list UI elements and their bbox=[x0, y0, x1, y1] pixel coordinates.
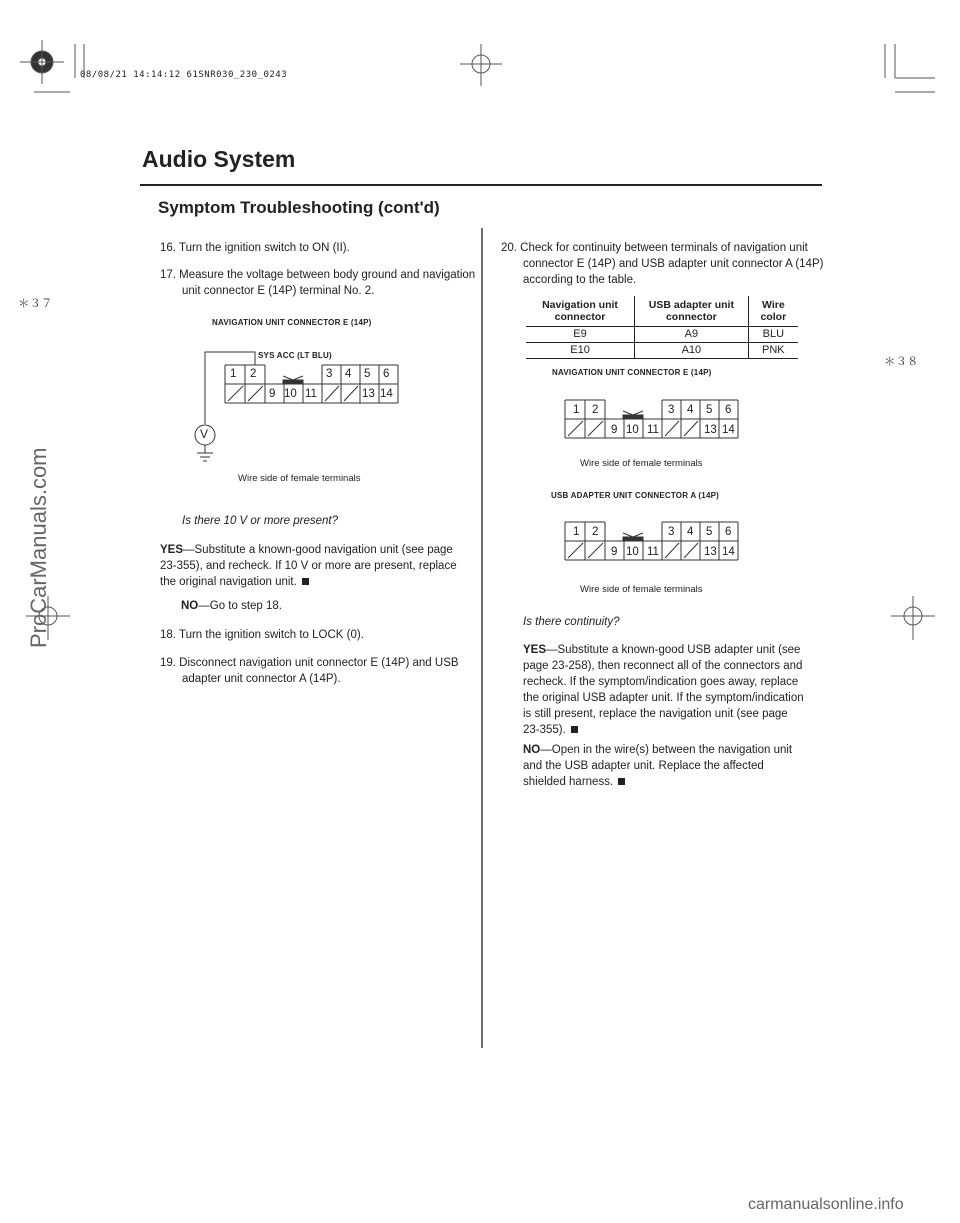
pin-label: 6 bbox=[725, 526, 732, 538]
yes-label: YES bbox=[160, 544, 184, 556]
footer-watermark: carmanualsonline.info bbox=[748, 1196, 904, 1213]
table-cell: E10 bbox=[526, 343, 635, 359]
pin-label: 6 bbox=[725, 404, 732, 416]
table-cell: PNK bbox=[748, 343, 798, 359]
pin-label: 14 bbox=[380, 388, 393, 400]
step-18: 18. Turn the ignition switch to LOCK (0). bbox=[160, 629, 364, 641]
pin-label: 1 bbox=[573, 526, 580, 538]
no-label: NO bbox=[523, 744, 541, 756]
pin-label: 2 bbox=[592, 526, 599, 538]
table-cell: A10 bbox=[635, 343, 749, 359]
pin-label: 13 bbox=[362, 388, 375, 400]
table-header: USB adapter unit connector bbox=[635, 296, 749, 327]
no-text: Go to step 18. bbox=[209, 600, 282, 612]
no-result: NO—Go to step 18. bbox=[181, 600, 282, 612]
pin-label: 5 bbox=[706, 404, 713, 416]
pin-label: 14 bbox=[722, 546, 735, 558]
table-row bbox=[526, 327, 798, 343]
pin-label: 10 bbox=[626, 546, 639, 558]
step-17: 17. Measure the voltage between body ground and navigation unit connector E (14P) terminal No. 2. bbox=[160, 269, 476, 297]
pin-label: 2 bbox=[592, 404, 599, 416]
pin-label: 3 bbox=[326, 368, 333, 380]
right-page-marker: ＊３８ bbox=[884, 356, 919, 368]
no-text: Open in the wire(s) between the navigation unit and the USB adapter unit. Replace the affected shielded harness. bbox=[523, 744, 793, 788]
yes-text: Substitute a known-good USB adapter unit (see page 23-258), then reconnect all of the connectors and recheck. If the symptom/indication goes away, replace the original USB adapter unit. If the symptom/indication is still present, replace the navigation unit (see page 23-355). bbox=[523, 644, 804, 736]
table-cell: BLU bbox=[748, 327, 798, 343]
pin-label: 10 bbox=[284, 388, 297, 400]
figure-caption: Wire side of female terminals bbox=[238, 473, 361, 484]
question: Is there continuity? bbox=[523, 616, 620, 628]
pin-label: 3 bbox=[668, 526, 675, 538]
pin-label: 9 bbox=[269, 388, 276, 400]
table-row bbox=[526, 343, 798, 359]
pin-label: 10 bbox=[626, 424, 639, 436]
pin-label: 14 bbox=[722, 424, 735, 436]
yes-label: YES bbox=[523, 644, 547, 656]
pin-label: 5 bbox=[364, 368, 371, 380]
figure-title: NAVIGATION UNIT CONNECTOR E (14P) bbox=[552, 368, 712, 377]
table-cell: A9 bbox=[635, 327, 749, 343]
figure-title: USB ADAPTER UNIT CONNECTOR A (14P) bbox=[551, 491, 719, 500]
pin-label: 1 bbox=[230, 368, 237, 380]
step-16: 16. Turn the ignition switch to ON (II). bbox=[160, 242, 350, 254]
pin-label: 11 bbox=[305, 388, 317, 400]
pin-label: 3 bbox=[668, 404, 675, 416]
yes-text: Substitute a known-good navigation unit (see page 23-355), and recheck. If 10 V or more are present, replace the original navigation unit. bbox=[160, 544, 457, 588]
usb-connector-diagram bbox=[530, 497, 750, 567]
wire-label: SYS ACC (LT BLU) bbox=[258, 351, 332, 360]
wire-color-table bbox=[526, 296, 798, 359]
pin-label: 11 bbox=[647, 424, 659, 436]
pin-label: 5 bbox=[706, 526, 713, 538]
page-subtitle: Symptom Troubleshooting (cont'd) bbox=[158, 198, 440, 217]
no-label: NO bbox=[181, 600, 199, 612]
table-cell: E9 bbox=[526, 327, 635, 343]
step-20: 20. Check for continuity between terminals of navigation unit connector E (14P) and USB adapter unit connector A (14P) according to the table. bbox=[501, 242, 824, 286]
table-header: Wire color bbox=[748, 296, 798, 327]
pin-label: 13 bbox=[704, 546, 717, 558]
voltmeter-symbol: V bbox=[200, 427, 209, 441]
figure-caption: Wire side of female terminals bbox=[580, 584, 703, 595]
yes-result: YES—Substitute a known-good navigation unit (see page 23-355), and recheck. If 10 V or more are present, replace the original navigation unit. bbox=[160, 544, 457, 588]
figure-title: NAVIGATION UNIT CONNECTOR E (14P) bbox=[212, 318, 372, 327]
pin-label: 2 bbox=[250, 368, 257, 380]
pin-label: 11 bbox=[647, 546, 659, 558]
question: Is there 10 V or more present? bbox=[182, 515, 338, 527]
pin-label: 9 bbox=[611, 546, 618, 558]
step-19: 19. Disconnect navigation unit connector E (14P) and USB adapter unit connector A (14P). bbox=[160, 657, 459, 685]
pin-label: 9 bbox=[611, 424, 618, 436]
no-result: NO—Open in the wire(s) between the navigation unit and the USB adapter unit. Replace the affected shielded harness. bbox=[523, 744, 793, 788]
pin-label: 13 bbox=[704, 424, 717, 436]
nav-connector-diagram bbox=[530, 375, 750, 445]
left-connector-diagram bbox=[190, 340, 410, 470]
section-title: Audio System bbox=[142, 146, 296, 172]
table-header: Navigation unit connector bbox=[526, 296, 635, 327]
pin-label: 1 bbox=[573, 404, 580, 416]
pin-label: 4 bbox=[345, 368, 352, 380]
yes-result: YES—Substitute a known-good USB adapter unit (see page 23-258), then reconnect all of the connectors and recheck. If the symptom/indication goes away, replace the original USB adapter unit. If the symptom/indication is still present, replace the navigation unit (see page 23-355). bbox=[523, 644, 804, 736]
print-stamp: 08/08/21 14:14:12 61SNR030_230_0243 bbox=[80, 70, 288, 80]
pin-label: 4 bbox=[687, 404, 694, 416]
figure-caption: Wire side of female terminals bbox=[580, 458, 703, 469]
pin-label: 4 bbox=[687, 526, 694, 538]
end-mark bbox=[571, 726, 578, 733]
side-watermark: ProCarManuals.com bbox=[26, 447, 51, 648]
end-mark bbox=[302, 578, 309, 585]
left-page-marker: ＊３７ bbox=[18, 298, 53, 310]
end-mark bbox=[618, 778, 625, 785]
pin-label: 6 bbox=[383, 368, 390, 380]
